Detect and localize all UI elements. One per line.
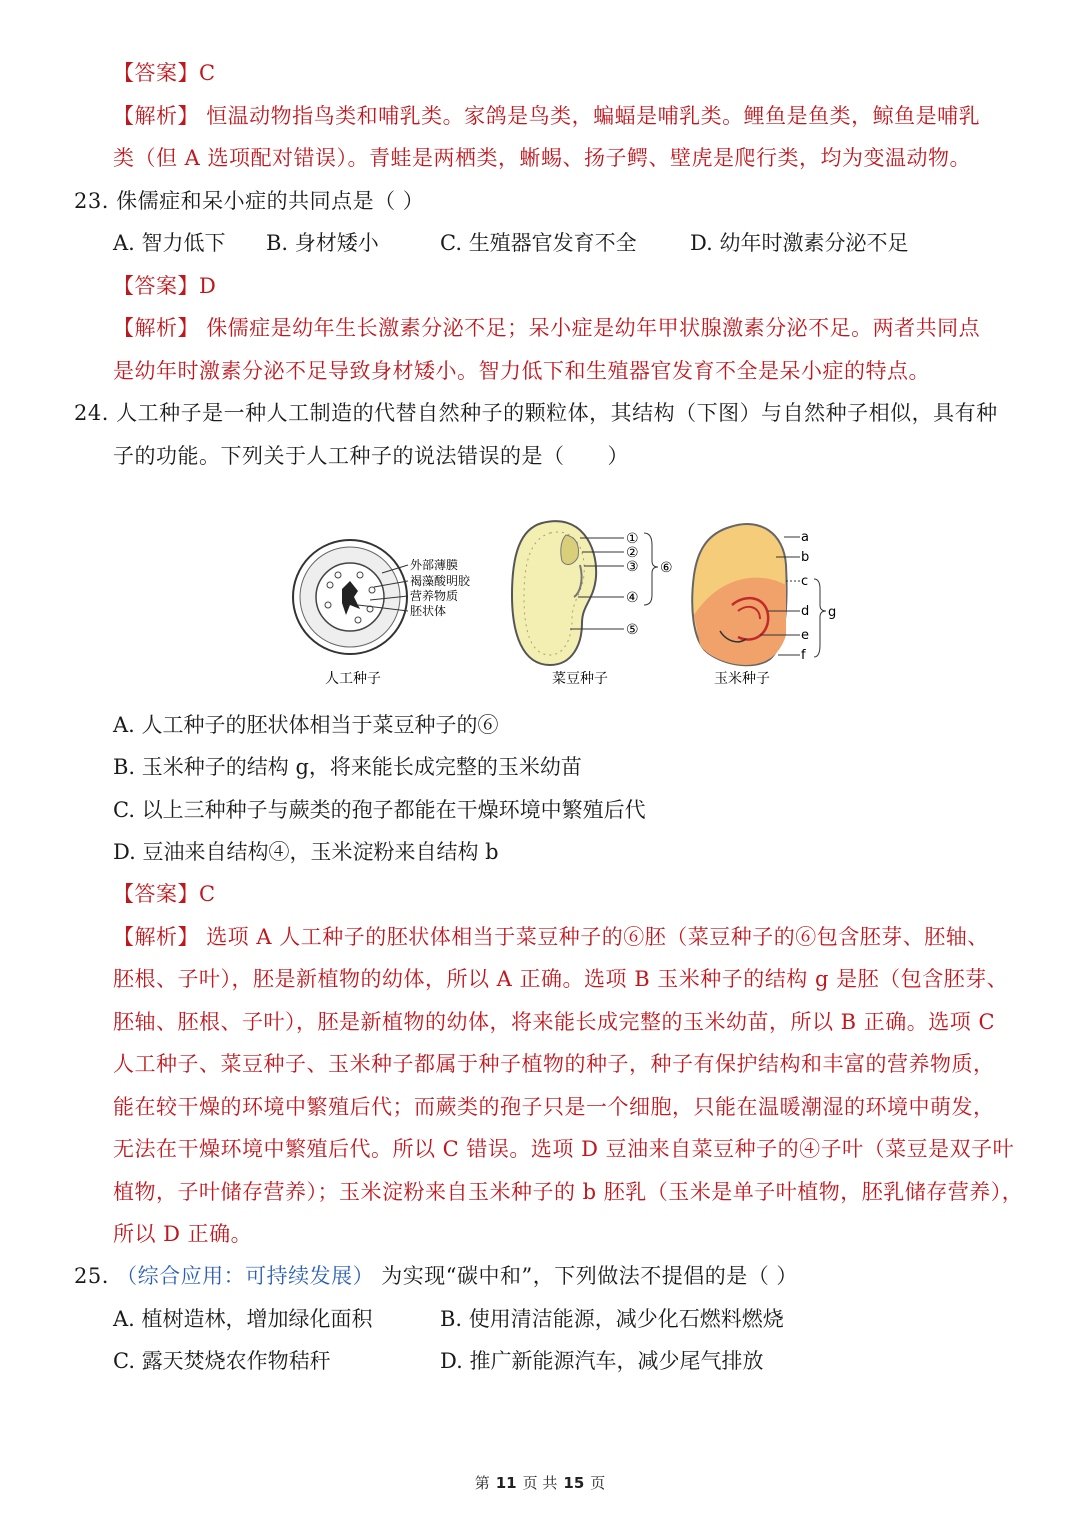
q23-analysis-line-2: 是幼年时激素分泌不足导致身材矮小。智力低下和生殖器官发育不全是呆小症的特点。 xyxy=(113,359,930,383)
answer-value: D xyxy=(199,274,217,298)
question-number: 24. xyxy=(74,401,109,425)
caption-bean-seed: 菜豆种子 xyxy=(552,671,608,687)
label-5: ⑤ xyxy=(626,622,639,638)
q24-analysis-line-5: 能在较干燥的环境中繁殖后代；而蕨类的孢子只是一个细胞，只能在温暖潮湿的环境中萌发， xyxy=(113,1095,995,1119)
q22-analysis-line-2: 类（但 A 选项配对错误）。青蛙是两栖类，蜥蜴、扬子鳄、壁虎是爬行类，均为变温动物。 xyxy=(113,146,972,170)
q23-answer xyxy=(113,271,216,301)
q24-option-b[interactable]: B. 玉米种子的结构 g，将来能长成完整的玉米幼苗 xyxy=(113,755,582,779)
q22-analysis-line-1: 【解析】 恒温动物指鸟类和哺乳类。家鸽是鸟类，蝙蝠是哺乳类。鲤鱼是鱼类，鲸鱼是哺乳 xyxy=(113,104,981,128)
answer-tag: 【答案】 xyxy=(113,882,199,906)
label-6: ⑥ xyxy=(660,560,673,576)
q25-option-c[interactable]: C. 露天焚烧农作物秸秆 xyxy=(113,1349,331,1373)
q24-option-c[interactable]: C. 以上三种种子与蕨类的孢子都能在干燥环境中繁殖后代 xyxy=(113,798,646,822)
q25-option-a[interactable]: A. 植树造林，增加绿化面积 xyxy=(113,1307,373,1331)
bean-seed-diagram xyxy=(512,521,673,687)
label-f: f xyxy=(801,648,806,663)
q23-analysis-line-1: 【解析】 侏儒症是幼年生长激素分泌不足；呆小症是幼年甲状腺激素分泌不足。两者共同点 xyxy=(113,316,981,340)
label-1: ① xyxy=(626,531,639,547)
label-3: ③ xyxy=(626,559,639,575)
analysis-tag: 【解析】 xyxy=(113,925,199,949)
q24-option-d[interactable]: D. 豆油来自结构④，玉米淀粉来自结构 b xyxy=(113,840,499,864)
q24-analysis-line-3: 胚轴、胚根、子叶），胚是新植物的幼体，将来能长成完整的玉米幼苗，所以 B 正确。选项 C xyxy=(113,1010,996,1034)
q25-option-b[interactable]: B. 使用清洁能源，减少化石燃料燃烧 xyxy=(440,1307,784,1331)
label-d: d xyxy=(801,604,810,619)
topic-tag: （综合应用：可持续发展） xyxy=(116,1264,375,1288)
q24-analysis-line-6: 无法在干燥环境中繁殖后代。所以 C 错误。选项 D 豆油来自菜豆种子的④子叶（菜豆是双子叶 xyxy=(113,1137,1015,1161)
answer-tag: 【答案】 xyxy=(113,274,199,298)
q23-option-b[interactable]: B. 身材矮小 xyxy=(266,231,379,255)
q23-option-d[interactable]: D. 幼年时激素分泌不足 xyxy=(690,231,909,255)
q23-option-c[interactable]: C. 生殖器官发育不全 xyxy=(440,231,637,255)
q25-stem: 25. （综合应用：可持续发展） 为实现“碳中和”，下列做法不提倡的是（ ） xyxy=(74,1264,798,1288)
q24-analysis-line-4: 人工种子、菜豆种子、玉米种子都属于种子植物的种子，种子有保护结构和丰富的营养物质， xyxy=(113,1052,995,1076)
answer-value: C xyxy=(199,882,216,906)
q23-stem: 23. 侏儒症和呆小症的共同点是（ ） xyxy=(74,189,425,213)
answer-value: C xyxy=(199,61,216,85)
q24-stem-line-2: 子的功能。下列关于人工种子的说法错误的是（ ） xyxy=(113,444,629,468)
total-pages: 15 xyxy=(563,1474,585,1492)
q24-analysis-line-8: 所以 D 正确。 xyxy=(113,1222,253,1246)
label-c: c xyxy=(801,574,809,589)
label-g: g xyxy=(828,605,837,620)
label-outer-film: 外部薄膜 xyxy=(410,558,459,572)
corn-seed-diagram xyxy=(692,524,836,687)
label-alginate: 褐藻酸明胶 xyxy=(410,574,471,588)
seed-figure xyxy=(280,505,860,695)
label-nutrients: 营养物质 xyxy=(410,589,459,603)
question-number: 25. xyxy=(74,1264,109,1288)
label-e: e xyxy=(801,628,809,643)
q24-analysis-line-7: 植物，子叶储存营养）；玉米淀粉来自玉米种子的 b 胚乳（玉米是单子叶植物，胚乳储存营养）， xyxy=(113,1180,1024,1204)
label-2: ② xyxy=(626,545,639,561)
label-a: a xyxy=(801,530,809,545)
q23-option-a[interactable]: A. 智力低下 xyxy=(113,231,226,255)
q24-analysis-line-1: 【解析】 选项 A 人工种子的胚状体相当于菜豆种子的⑥胚（菜豆种子的⑥包含胚芽、胚轴、 xyxy=(113,925,989,949)
analysis-tag: 【解析】 xyxy=(113,104,199,128)
q24-answer xyxy=(113,879,216,909)
page-footer: 第 11 页 共 15 页 xyxy=(474,1474,606,1492)
caption-artificial-seed: 人工种子 xyxy=(325,671,381,687)
artificial-seed-diagram xyxy=(293,540,471,687)
current-page: 11 xyxy=(495,1474,517,1492)
label-embryoid: 胚状体 xyxy=(410,604,447,618)
q24-option-a[interactable]: A. 人工种子的胚状体相当于菜豆种子的⑥ xyxy=(113,713,499,737)
caption-corn-seed: 玉米种子 xyxy=(714,671,770,687)
analysis-tag: 【解析】 xyxy=(113,316,199,340)
question-number: 23. xyxy=(74,189,109,213)
label-4: ④ xyxy=(626,590,639,606)
q25-option-d[interactable]: D. 推广新能源汽车，减少尾气排放 xyxy=(440,1349,764,1373)
q24-analysis-line-2: 胚根、子叶），胚是新植物的幼体，所以 A 正确。选项 B 玉米种子的结构 g 是胚（包含胚芽、 xyxy=(113,967,1009,991)
label-b: b xyxy=(801,550,810,565)
answer-tag: 【答案】 xyxy=(113,61,199,85)
q24-stem-line-1: 24. 人工种子是一种人工制造的代替自然种子的颗粒体，其结构（下图）与自然种子相似，具有种 xyxy=(74,401,998,425)
q22-answer xyxy=(113,58,216,88)
